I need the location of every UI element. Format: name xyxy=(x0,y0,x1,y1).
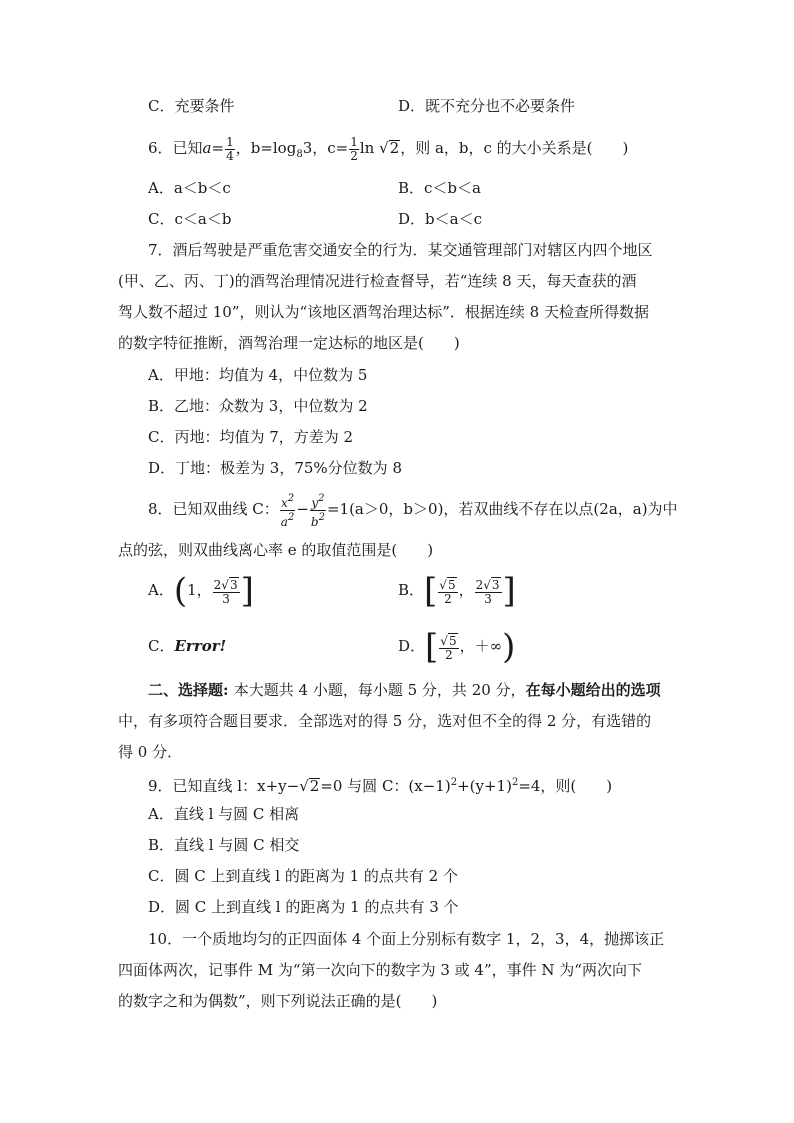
q7-option-a: A．甲地：均值为 4，中位数为 5 xyxy=(148,366,368,384)
q6-option-d: D．b＜a＜c xyxy=(398,210,482,228)
q8-b-rad5: 5 xyxy=(447,577,456,592)
q7-line-1: 7．酒后驾驶是严重危害交通安全的行为．某交通管理部门对辖区内四个地区 xyxy=(148,241,653,259)
section-2-line-2: 中，有多项符合题目要求．全部选对的得 5 分，选对但不全的得 2 分，有选错的 xyxy=(118,712,652,730)
q6-stem: 6．已知a= $\frac{1}{4}$ ，$b=\log_83$，c= $\frac{1}{2}$ ln √2，则 a，b，c 的大小关系是( ) xyxy=(148,134,629,163)
q8-b-rad3: 3 xyxy=(491,577,500,592)
q8-b-den2: 2 xyxy=(444,591,452,606)
q6-c-num: 1 xyxy=(350,134,358,149)
q5-option-c: C．充要条件 xyxy=(148,97,235,115)
q8-option-b-frac2: $\frac{2√3}{3}$ xyxy=(475,577,500,606)
q5-option-d: D．既不充分也不必要条件 xyxy=(398,97,576,115)
q9-rad: 2 xyxy=(309,777,320,795)
q8-y-fraction xyxy=(310,492,326,529)
section-2-title: 二、选择题: xyxy=(148,681,234,699)
q8-option-a-fraction: $\frac{2√3}{3}$ xyxy=(213,577,238,606)
q9-exp-1: 2 xyxy=(450,777,458,788)
q8-a: a xyxy=(280,514,288,529)
q9-stem: 9．已知直线 l：x+y−√2=0 与圆 C：$(x-1)^2+(y+1)^2=4$，则( ) xyxy=(148,777,613,795)
q6-b-part: ，b=log xyxy=(235,139,297,157)
close-bracket: ] xyxy=(502,571,516,611)
q8-y: y xyxy=(311,495,319,510)
q6-c-rad: 2 xyxy=(389,139,400,157)
q8-option-a-label: A． xyxy=(148,581,174,599)
q8-line-2: 点的弦，则双曲线离心率 e 的取值范围是( ) xyxy=(118,541,434,559)
q9-option-d: D．圆 C 上到直线 l 的距离为 1 的点共有 3 个 xyxy=(148,898,459,916)
q6-number: 6．已知 xyxy=(148,139,203,157)
q6-a-fraction xyxy=(225,136,235,163)
q8-d-den2: 2 xyxy=(445,647,453,662)
q8-x-exp: 2 xyxy=(287,492,295,504)
q7-option-b: B．乙地：众数为 3，中位数为 2 xyxy=(148,397,368,415)
q8-b-exp: 2 xyxy=(318,511,325,523)
q8-option-a xyxy=(148,568,254,612)
q10-line-1: 10．一个质地均匀的正四面体 4 个面上分别标有数字 1，2，3，4，抛掷该正 xyxy=(148,930,665,948)
close-bracket: ] xyxy=(240,571,254,611)
q6-option-b: B．c＜b＜a xyxy=(398,179,481,197)
q6-c-fraction xyxy=(349,136,359,163)
q8-a-den: 3 xyxy=(222,591,230,606)
close-paren: ) xyxy=(502,627,516,667)
q6-b-rest: 3，c= xyxy=(302,139,349,157)
q6-option-c: C．c＜a＜b xyxy=(148,210,232,228)
q7-line-2: (甲、乙、丙、丁)的酒驾治理情况进行检查督导，若“连续 8 天，每天查获的酒 xyxy=(118,272,637,290)
q10-line-2: 四面体两次，记事件 M 为“第一次向下的数字为 3 或 4”，事件 N 为“两次向下 xyxy=(118,961,642,979)
q6-a-den: 4 xyxy=(226,148,234,163)
q8-a-exp: 2 xyxy=(287,511,295,523)
q9-tail: =4，则( ) xyxy=(518,777,613,795)
q6-b-sub: 8 xyxy=(296,149,303,160)
q6-tail: ，则 a，b，c 的大小关系是( ) xyxy=(400,139,629,157)
q8-option-c xyxy=(148,636,226,656)
q9-option-c: C．圆 C 上到直线 l 的距离为 1 的点共有 2 个 xyxy=(148,867,458,885)
q7-line-4: 的数字特征推断，酒驾治理一定达标的地区是( ) xyxy=(118,334,460,352)
section-2-line-1 xyxy=(148,680,661,700)
q8-mid: =1(a＞0，b＞0)，若双曲线不存在以点(2a，a)为中 xyxy=(326,500,678,518)
open-bracket: [ xyxy=(424,571,438,611)
q8-option-d-label: D． xyxy=(398,637,426,655)
q8-option-c-label: C． xyxy=(148,637,175,655)
section-2-line-3: 得 0 分． xyxy=(118,743,183,761)
q8-option-d-fraction: $\frac{√5}{2}$ xyxy=(440,633,457,662)
q8-x: x xyxy=(280,495,288,510)
q6-c-den: 2 xyxy=(350,148,358,163)
q10-line-3: 的数字之和为偶数”，则下列说法正确的是( ) xyxy=(118,992,438,1010)
q8-x-fraction xyxy=(280,492,296,529)
q9-pre: 9．已知直线 l：x+y− xyxy=(148,777,300,795)
q9-option-a: A．直线 l 与圆 C 相离 xyxy=(148,805,300,823)
section-2-tail: 在每小题给出的选项 xyxy=(525,681,661,699)
q7-option-d: D．丁地：极差为 3，75%分位数为 8 xyxy=(148,459,402,477)
q8-b: b xyxy=(310,514,319,529)
q8-option-b-frac1: $\frac{√5}{2}$ xyxy=(439,577,456,606)
q8-option-b-label: B． xyxy=(398,581,425,599)
q9-option-b: B．直线 l 与圆 C 相交 xyxy=(148,836,300,854)
q8-y-exp: 2 xyxy=(318,492,325,504)
q8-b-den3: 3 xyxy=(484,591,492,606)
open-bracket: [ xyxy=(425,627,439,667)
section-2-mid: 本大题共 4 小题，每小题 5 分，共 20 分， xyxy=(233,681,526,699)
q8-option-a-one: 1， xyxy=(187,581,212,599)
q8-d-rad5: 5 xyxy=(448,633,457,648)
q8-option-d-infinity: ，＋∞ xyxy=(459,637,503,655)
q8-a-rad: 3 xyxy=(229,577,238,592)
open-paren: ( xyxy=(173,571,188,611)
q8-b-coef: 2 xyxy=(475,577,484,592)
q8-option-d xyxy=(398,624,515,668)
q8-stem: 8．已知双曲线 C： $\frac{x^2}{a^2}$ − $\frac{y^2}{b^2}$ =1(a＞0，b＞0)，若双曲线不存在以点(2a，a)为中 xyxy=(148,492,678,529)
q6-a-num: 1 xyxy=(226,134,234,149)
q6-option-a: A．a＜b＜c xyxy=(148,179,231,197)
q8-pre: 8．已知双曲线 C： xyxy=(148,500,279,518)
q6-c-ln: ln xyxy=(359,139,375,157)
q9-mid2: +(y+1) xyxy=(457,777,512,795)
q9-mid: =0 与圆 C：(x−1) xyxy=(320,777,451,795)
q8-a-coef: 2 xyxy=(213,577,222,592)
q7-option-c: C．丙地：均值为 7，方差为 2 xyxy=(148,428,354,446)
q8-option-b: B．[ $\frac{√5}{2}$ ， $\frac{2√3}{3}$ ] xyxy=(398,571,516,611)
q9-exp-2: 2 xyxy=(511,777,519,788)
q6-a-eq: a= xyxy=(202,139,225,157)
q7-line-3: 驾人数不超过 10”，则认为“该地区酒驾治理达标”．根据连续 8 天检查所得数据 xyxy=(118,303,649,321)
q8-option-c-error: Error! xyxy=(174,637,227,655)
